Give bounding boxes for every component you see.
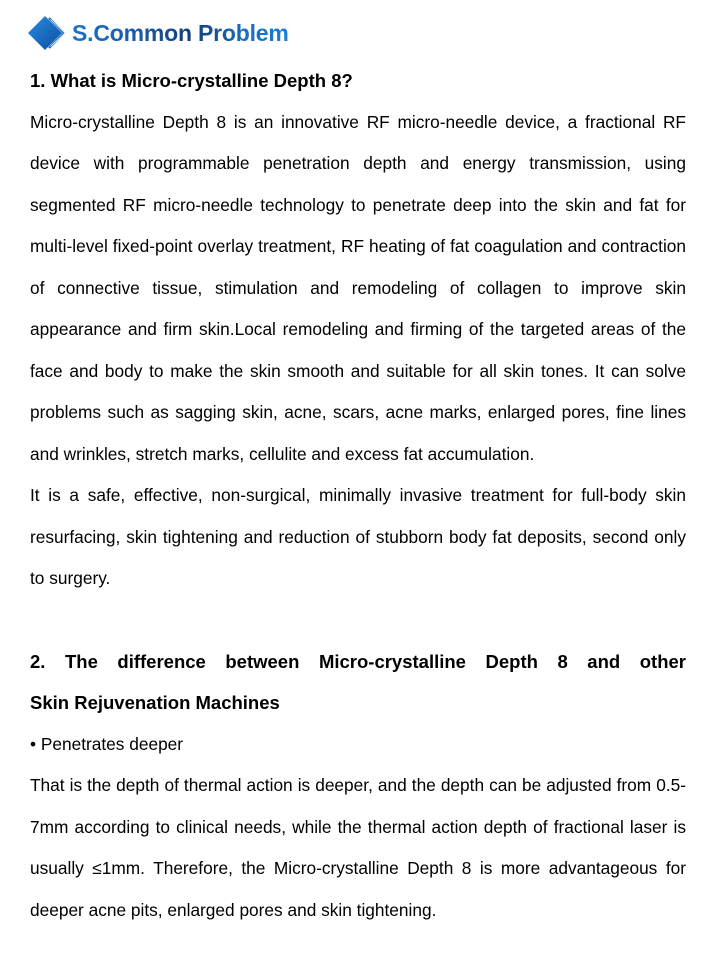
section-2-heading-line-2: Skin Rejuvenation Machines: [30, 692, 280, 713]
diamond-chevron-icon: [24, 12, 74, 54]
page-title: S.Common Problem: [72, 19, 289, 46]
section-2-paragraph-1: That is the depth of thermal action is deeper, and the depth can be adjusted from 0.5-7mm according to clinical needs, while the thermal action depth of fractional laser is usually ≤1mm. Therefore, the Micro-crystalline Depth 8 is more advantageous for deeper acne pits, enlarged pores and skin tightening.: [30, 775, 686, 920]
section-2-bullet: • Penetrates deeper: [30, 733, 184, 754]
document-body: [30, 60, 686, 931]
section-2-heading-line-1: 2. The difference between Micro-crystalline Depth 8 and other: [30, 650, 686, 672]
section-1-paragraph-1: Micro-crystalline Depth 8 is an innovative RF micro-needle device, a fractional RF device with programmable penetration depth and energy transmission, using segmented RF micro-needle technology to penetrate deep into the skin and fat for multi-level fixed-point overlay treatment, RF heating of fat coagulation and contraction of connective tissue, stimulation and remodeling of collagen to improve skin appearance and firm skin.Local remodeling and firming of the targeted areas of the face and body to make the skin smooth and suitable for all skin tones. It can solve problems such as sagging skin, acne, scars, acne marks, enlarged pores, fine lines and wrinkles, stretch marks, cellulite and excess fat accumulation.: [30, 111, 686, 464]
section-2-heading: [30, 641, 686, 724]
section-header: [24, 12, 289, 54]
section-1-heading: 1. What is Micro-crystalline Depth 8?: [30, 70, 353, 91]
section-1-paragraph-2: It is a safe, effective, non-surgical, minimally invasive treatment for full-body skin resurfacing, skin tightening and reduction of stubborn body fat deposits, second only to surgery.: [30, 485, 686, 588]
